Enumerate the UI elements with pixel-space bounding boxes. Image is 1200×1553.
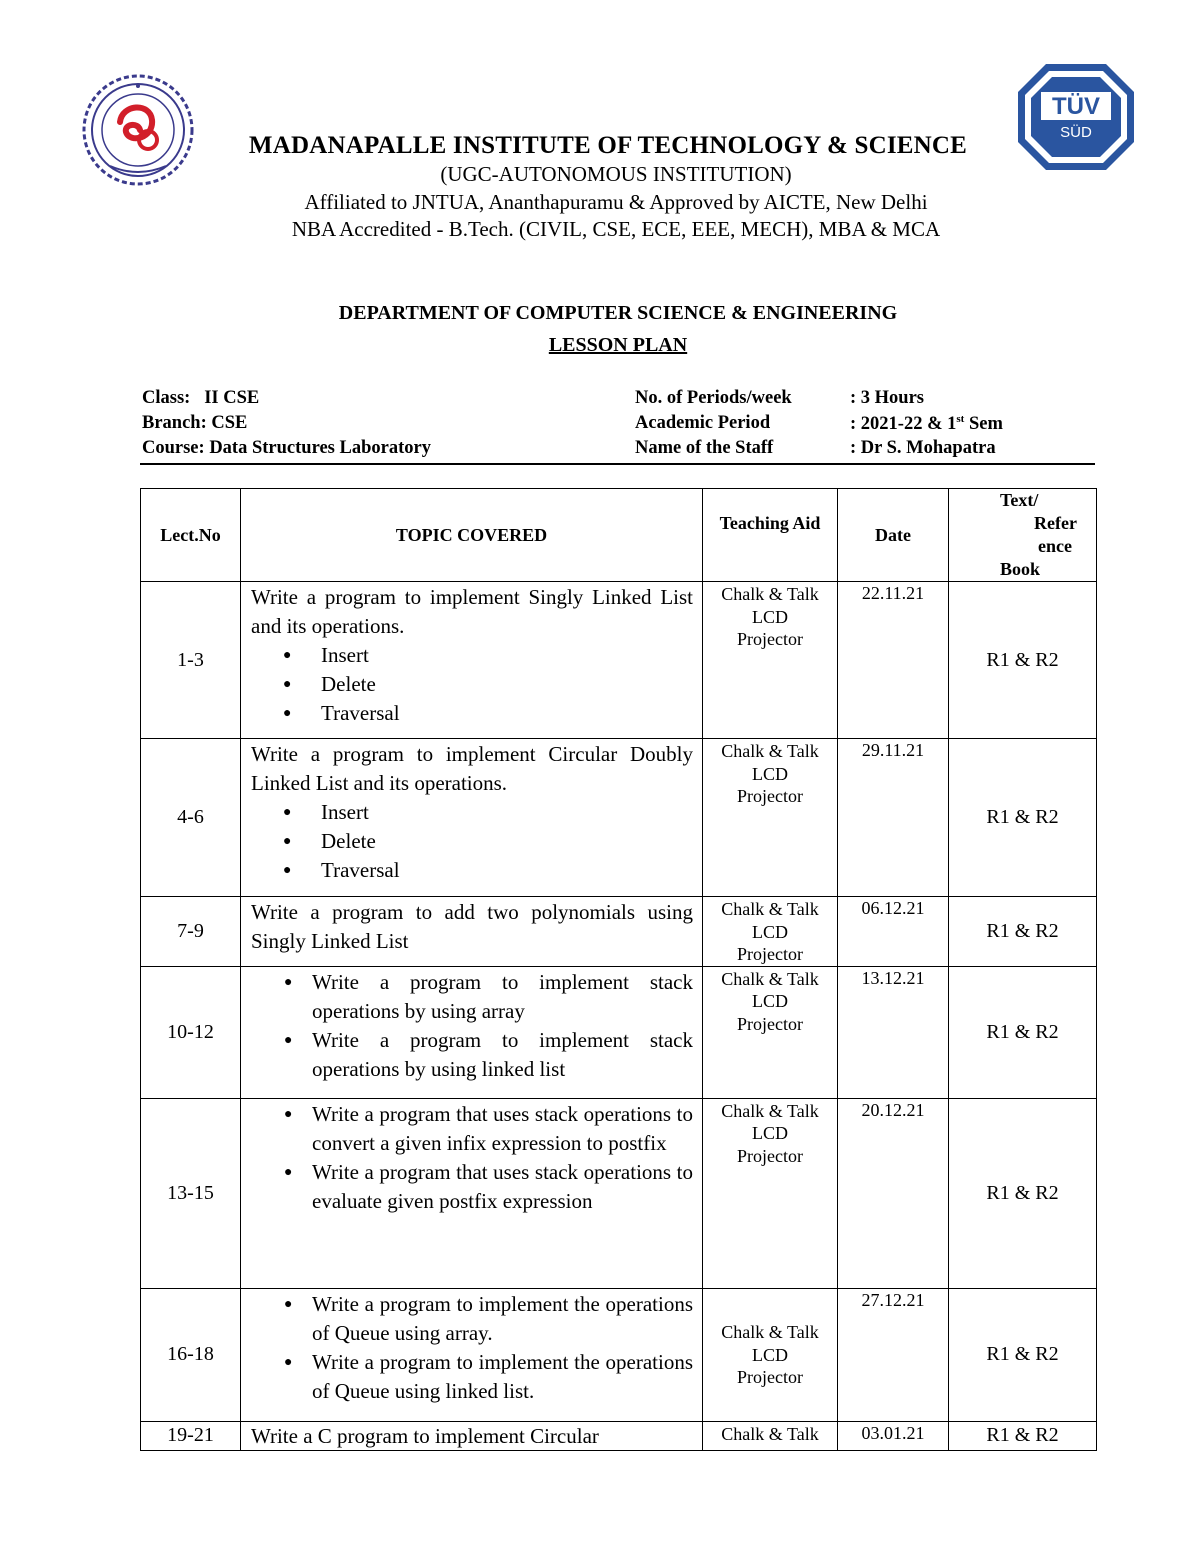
teaching-aid: Chalk & Talk LCD Projector — [703, 1288, 838, 1421]
academic-period-value: : 2021-22 & 1st Sem — [850, 413, 1003, 435]
staff-value: : Dr S. Mohapatra — [850, 438, 996, 458]
topic-covered: Write a program to implement Singly Linked List and its operations. ● Insert ● Delete ● Traversal — [241, 582, 703, 739]
lecture-number: 4-6 — [141, 739, 241, 897]
reference-book: R1 & R2 — [949, 966, 1097, 1098]
topic-bullet: ● Insert — [251, 798, 693, 827]
topic-bullet: ● Write a program to implement the operations of Queue using array. — [251, 1290, 693, 1348]
institute-name: MADANAPALLE INSTITUTE OF TECHNOLOGY & SCIENCE — [248, 132, 968, 159]
table-header-row — [141, 489, 1097, 582]
academic-period-label: Academic Period — [635, 413, 771, 433]
topic-covered — [241, 1288, 703, 1421]
topic-covered: Write a program to add two polynomials using Singly Linked List — [241, 897, 703, 967]
staff-label: Name of the Staff — [635, 438, 774, 458]
reference-book: R1 & R2 — [949, 582, 1097, 739]
info-divider — [140, 463, 1095, 465]
reference-book: R1 & R2 — [949, 897, 1097, 967]
periods-label: No. of Periods/week — [635, 388, 792, 408]
topic-bullet: ● Delete — [251, 670, 693, 699]
teaching-aid: Chalk & Talk LCD Projector — [703, 739, 838, 897]
branch-info: Branch: CSE — [142, 413, 248, 433]
class-info: Class: II CSE — [142, 388, 260, 408]
table-row — [141, 582, 1097, 739]
teaching-aid: Chalk & Talk LCD Projector — [703, 1098, 838, 1288]
lecture-number: 7-9 — [141, 897, 241, 967]
periods-value: : 3 Hours — [850, 388, 924, 408]
lecture-date: 03.01.21 — [838, 1421, 949, 1450]
header-reference: Text/ Refer ence Book — [949, 489, 1097, 582]
table-row — [141, 1288, 1097, 1421]
lecture-number: 10-12 — [141, 966, 241, 1098]
lecture-date: 20.12.21 — [838, 1098, 949, 1288]
lecture-number: 16-18 — [141, 1288, 241, 1421]
lesson-plan-table — [140, 488, 1097, 1451]
table-row — [141, 1098, 1097, 1288]
topic-bullet: ● Traversal — [251, 699, 693, 728]
topic-covered — [241, 1098, 703, 1288]
header-date: Date — [838, 489, 949, 582]
lecture-number: 19-21 — [141, 1421, 241, 1450]
topic-bullet: ● Insert — [251, 641, 693, 670]
topic-bullet: ● Write a program that uses stack operations to convert a given infix expression to postfix — [251, 1100, 693, 1158]
tuv-logo-text: TÜV — [1052, 93, 1100, 120]
lecture-date: 06.12.21 — [838, 897, 949, 967]
table-row — [141, 1421, 1097, 1450]
teaching-aid: Chalk & Talk LCD Projector — [703, 897, 838, 967]
reference-book: R1 & R2 — [949, 1421, 1097, 1450]
department-title: DEPARTMENT OF COMPUTER SCIENCE & ENGINEERING — [338, 302, 898, 324]
reference-book: R1 & R2 — [949, 1098, 1097, 1288]
topic-covered — [241, 966, 703, 1098]
lecture-date: 22.11.21 — [838, 582, 949, 739]
topic-bullet: ● Write a program to implement the operations of Queue using linked list. — [251, 1348, 693, 1406]
reference-book: R1 & R2 — [949, 739, 1097, 897]
topic-bullet: ● Write a program that uses stack operations to evaluate given postfix expression — [251, 1158, 693, 1216]
header-lect-no: Lect.No — [141, 489, 241, 582]
accreditation-line: NBA Accredited - B.Tech. (CIVIL, CSE, ECE, EEE, MECH), MBA & MCA — [291, 217, 941, 241]
topic-bullet: ● Traversal — [251, 856, 693, 885]
topic-covered: Write a program to implement Circular Doubly Linked List and its operations. ● Insert ● Delete ● Traversal — [241, 739, 703, 897]
teaching-aid: Chalk & Talk LCD Projector — [703, 966, 838, 1098]
table-row — [141, 897, 1097, 967]
table-row — [141, 739, 1097, 897]
sud-logo-text: SÜD — [1060, 124, 1092, 141]
teaching-aid: Chalk & Talk — [703, 1421, 838, 1450]
teaching-aid: Chalk & Talk LCD Projector — [703, 582, 838, 739]
header-teaching-aid: Teaching Aid — [703, 489, 838, 582]
document-title: LESSON PLAN — [548, 334, 688, 356]
topic-bullet: ● Delete — [251, 827, 693, 856]
table-row — [141, 966, 1097, 1098]
lecture-number: 1-3 — [141, 582, 241, 739]
reference-book: R1 & R2 — [949, 1288, 1097, 1421]
header-topic: TOPIC COVERED — [241, 489, 703, 582]
affiliation-line: Affiliated to JNTUA, Ananthapuramu & Approved by AICTE, New Delhi — [304, 190, 928, 214]
lecture-date: 27.12.21 — [838, 1288, 949, 1421]
lecture-date: 13.12.21 — [838, 966, 949, 1098]
lecture-date: 29.11.21 — [838, 739, 949, 897]
lecture-number: 13-15 — [141, 1098, 241, 1288]
course-info: Course: Data Structures Laboratory — [142, 438, 431, 458]
topic-bullet: ● Write a program to implement stack operations by using array — [251, 968, 693, 1026]
institution-status: (UGC-AUTONOMOUS INSTITUTION) — [440, 162, 792, 186]
topic-bullet: ● Write a program to implement stack operations by using linked list — [251, 1026, 693, 1084]
topic-covered: Write a C program to implement Circular — [241, 1421, 703, 1450]
